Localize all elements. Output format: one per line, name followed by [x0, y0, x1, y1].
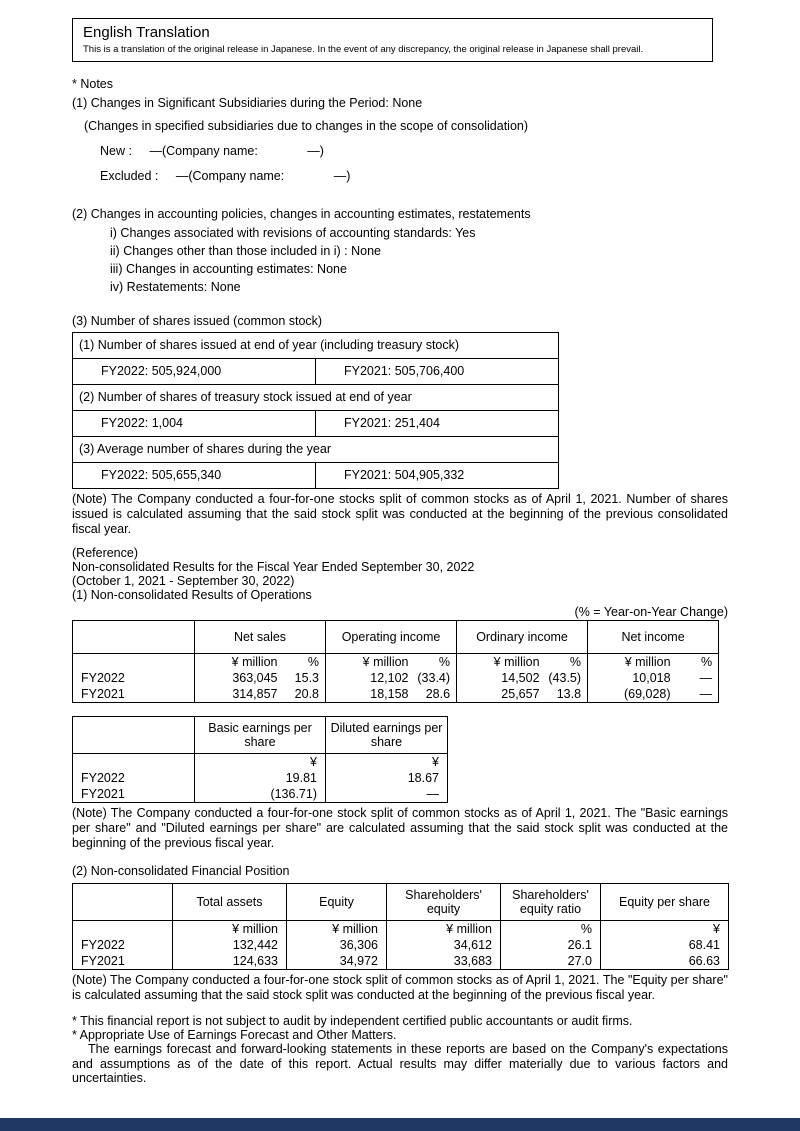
- shares-section-1-title: (1) Number of shares issued at end of year (including treasury stock): [73, 333, 559, 359]
- note-2-item-iii: iii) Changes in accounting estimates: None: [110, 262, 347, 276]
- eps-row-fy2021: [73, 786, 448, 803]
- fp-unit-cell: ¥ million: [173, 921, 287, 938]
- fp-cell: 36,306: [287, 937, 387, 953]
- earnings-per-share-table: [72, 716, 448, 803]
- fp-header-shareholders-equity-ratio: Shareholders' equity ratio: [501, 884, 601, 921]
- results-cell: 13.8: [542, 686, 588, 703]
- results-unit-cell: %: [542, 654, 588, 671]
- fp-header-equity: Equity: [287, 884, 387, 921]
- fp-header-equity-per-share: Equity per share: [601, 884, 729, 921]
- fp-cell: 26.1: [501, 937, 601, 953]
- fp-unit-cell: %: [501, 921, 601, 938]
- results-header-net-income: Net income: [588, 621, 719, 654]
- results-row-fy2022: [73, 670, 719, 686]
- eps-row-label: FY2021: [73, 786, 195, 803]
- yoy-change-note: (% = Year-on-Year Change): [574, 605, 728, 619]
- results-cell: 363,045: [195, 670, 280, 686]
- results-unit-label-cell: [73, 654, 195, 671]
- eps-unit-cell: ¥: [326, 754, 448, 771]
- fp-row-label: FY2021: [73, 953, 173, 970]
- results-unit-cell: %: [673, 654, 719, 671]
- results-header-ordinary-income: Ordinary income: [457, 621, 588, 654]
- shares-section-1-fy2021: FY2021: 505,706,400: [316, 359, 559, 385]
- financial-position-table: [72, 883, 729, 970]
- forecast-heading: * Appropriate Use of Earnings Forecast and Other Matters.: [72, 1028, 397, 1042]
- subsidiary-excluded-dash: ―): [333, 169, 351, 183]
- results-cell: ―: [673, 670, 719, 686]
- shares-section-3-title: (3) Average number of shares during the year: [73, 437, 559, 463]
- eps-header-diluted: Diluted earnings per share: [326, 717, 448, 754]
- results-cell: 28.6: [411, 686, 457, 703]
- reference-title-line: Non-consolidated Results for the Fiscal Year Ended September 30, 2022: [72, 560, 475, 574]
- shares-section-2-fy2021: FY2021: 251,404: [316, 411, 559, 437]
- results-row-label: FY2021: [73, 686, 195, 703]
- shares-section-2-data-row: [73, 411, 559, 437]
- results-cell: (33.4): [411, 670, 457, 686]
- fp-unit-row: [73, 921, 729, 938]
- results-cell: 12,102: [326, 670, 411, 686]
- fp-cell: 27.0: [501, 953, 601, 970]
- results-cell: ―: [673, 686, 719, 703]
- results-cell: 314,857: [195, 686, 280, 703]
- footer-bar: [0, 1118, 800, 1131]
- note-3-line: (3) Number of shares issued (common stock): [72, 314, 323, 328]
- results-corner-cell: [73, 621, 195, 654]
- fp-note: (Note) The Company conducted a four-for-one stock split of common stocks as of April 1, 2021. The "Equity per share" is calculated assuming that the said stock split was conducted at the beginning of the previous fiscal year.: [72, 973, 728, 1002]
- note-2-item-ii: ii) Changes other than those included in i) : None: [110, 244, 381, 258]
- fp-row-fy2022: [73, 937, 729, 953]
- subsidiary-excluded-row: [72, 169, 728, 184]
- eps-unit-row: [73, 754, 448, 771]
- results-unit-cell: ¥ million: [457, 654, 542, 671]
- results-row-fy2021: [73, 686, 719, 703]
- subsidiary-new-label: New :: [100, 144, 132, 158]
- financial-position-heading: (2) Non-consolidated Financial Position: [72, 864, 290, 878]
- shares-section-3-title-row: [73, 437, 559, 463]
- results-cell: 20.8: [280, 686, 326, 703]
- fp-row-label: FY2022: [73, 937, 173, 953]
- results-unit-cell: ¥ million: [195, 654, 280, 671]
- results-cell: (43.5): [542, 670, 588, 686]
- fp-header-row: [73, 884, 729, 921]
- eps-row-fy2022: [73, 770, 448, 786]
- fp-row-fy2021: [73, 953, 729, 970]
- fp-cell: 34,612: [387, 937, 501, 953]
- reference-period-line: (October 1, 2021 ‐ September 30, 2022): [72, 574, 295, 588]
- eps-header-row: [73, 717, 448, 754]
- subsidiary-excluded-company-label: ―(Company name:: [175, 169, 285, 183]
- fp-unit-cell: ¥ million: [287, 921, 387, 938]
- fp-cell: 66.63: [601, 953, 729, 970]
- results-row-label: FY2022: [73, 670, 195, 686]
- eps-unit-cell: ¥: [195, 754, 326, 771]
- translation-box-title: English Translation: [83, 24, 210, 41]
- results-cell: 25,657: [457, 686, 542, 703]
- note-2-line: (2) Changes in accounting policies, changes in accounting estimates, restatements: [72, 207, 531, 221]
- shares-section-1-fy2022: FY2022: 505,924,000: [73, 359, 316, 385]
- fp-header-shareholders-equity: Shareholders' equity: [387, 884, 501, 921]
- shares-issued-table: [72, 332, 559, 489]
- results-unit-cell: ¥ million: [326, 654, 411, 671]
- note-2-item-i: i) Changes associated with revisions of accounting standards: Yes: [110, 226, 476, 240]
- results-unit-cell: %: [411, 654, 457, 671]
- fp-cell: 68.41: [601, 937, 729, 953]
- eps-row-label: FY2022: [73, 770, 195, 786]
- fp-unit-label-cell: [73, 921, 173, 938]
- shares-section-2-fy2022: FY2022: 1,004: [73, 411, 316, 437]
- shares-section-3-fy2022: FY2022: 505,655,340: [73, 463, 316, 489]
- reference-ops-heading: (1) Non-consolidated Results of Operations: [72, 588, 312, 602]
- eps-cell: ―: [326, 786, 448, 803]
- forecast-body: The earnings forecast and forward-looking statements in these reports are based on the Company's expectations and assumptions as of the date of this report. Actual results may differ materially due to various factors and uncertainties.: [72, 1042, 728, 1085]
- translation-box: [72, 18, 713, 62]
- shares-section-1-title-row: [73, 333, 559, 359]
- eps-note: (Note) The Company conducted a four-for-one stock split of common stocks as of April 1, 2021. The "Basic earnings per share" and "Diluted earnings per share" are calculated assuming that the said stock split was conducted at the beginning of the previous fiscal year.: [72, 806, 728, 850]
- eps-header-basic: Basic earnings per share: [195, 717, 326, 754]
- eps-corner-cell: [73, 717, 195, 754]
- results-cell: 18,158: [326, 686, 411, 703]
- results-header-operating-income: Operating income: [326, 621, 457, 654]
- note-1-line: (1) Changes in Significant Subsidiaries during the Period: None: [72, 96, 423, 110]
- results-unit-cell: %: [280, 654, 326, 671]
- results-cell: 10,018: [588, 670, 673, 686]
- fp-cell: 33,683: [387, 953, 501, 970]
- fp-cell: 124,633: [173, 953, 287, 970]
- notes-heading: * Notes: [72, 77, 113, 91]
- fp-cell: 34,972: [287, 953, 387, 970]
- results-unit-cell: ¥ million: [588, 654, 673, 671]
- shares-section-2-title-row: [73, 385, 559, 411]
- eps-cell: 19.81: [195, 770, 326, 786]
- shares-section-3-data-row: [73, 463, 559, 489]
- shares-section-2-title: (2) Number of shares of treasury stock issued at end of year: [73, 385, 559, 411]
- shares-note: (Note) The Company conducted a four-for-one stocks split of common stocks as of April 1, 2021. Number of shares issued is calculated assuming that the said stock split was conducted at the beginning of the previous consolidated fiscal year.: [72, 492, 728, 536]
- translation-box-body: This is a translation of the original release in Japanese. In the event of any discrepancy, the original release in Japanese shall prevail.: [83, 44, 644, 55]
- audit-disclaimer: * This financial report is not subject to audit by independent certified public accountants or audit firms.: [72, 1014, 633, 1028]
- results-header-row: [73, 621, 719, 654]
- results-unit-row: [73, 654, 719, 671]
- note-2-item-iv: iv) Restatements: None: [110, 280, 241, 294]
- fp-cell: 132,442: [173, 937, 287, 953]
- subsidiary-new-row: [72, 144, 728, 159]
- reference-label: (Reference): [72, 546, 138, 560]
- results-of-operations-table: [72, 620, 719, 703]
- subsidiary-new-company-label: ―(Company name:: [149, 144, 258, 158]
- eps-cell: 18.67: [326, 770, 448, 786]
- fp-unit-cell: ¥ million: [387, 921, 501, 938]
- fp-unit-cell: ¥: [601, 921, 729, 938]
- shares-section-1-data-row: [73, 359, 559, 385]
- subsidiary-excluded-label: Excluded :: [100, 169, 159, 183]
- results-cell: (69,028): [588, 686, 673, 703]
- note-1-paren-line: (Changes in specified subsidiaries due to changes in the scope of consolidation): [84, 119, 529, 133]
- results-cell: 15.3: [280, 670, 326, 686]
- results-header-net-sales: Net sales: [195, 621, 326, 654]
- subsidiary-new-dash: ―): [307, 144, 324, 158]
- fp-corner-cell: [73, 884, 173, 921]
- eps-cell: (136.71): [195, 786, 326, 803]
- eps-unit-label-cell: [73, 754, 195, 771]
- results-cell: 14,502: [457, 670, 542, 686]
- shares-section-3-fy2021: FY2021: 504,905,332: [316, 463, 559, 489]
- fp-header-total-assets: Total assets: [173, 884, 287, 921]
